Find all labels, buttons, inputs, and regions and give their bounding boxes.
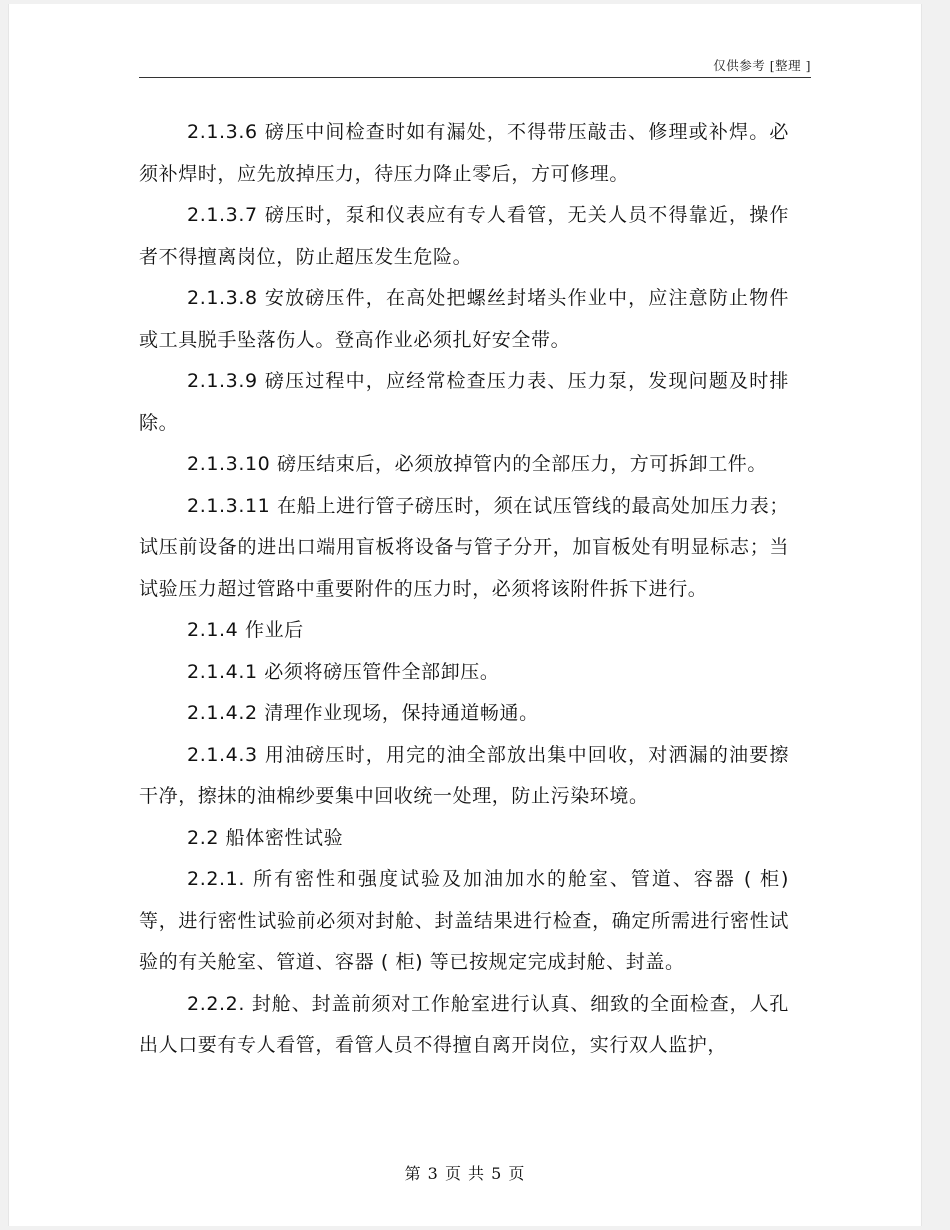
section-heading-2-1-4: 2.1.4 作业后 xyxy=(187,619,304,641)
header-divider xyxy=(139,77,811,78)
paragraph-2-1-3-8: 2.1.3.8 安放磅压件，在高处把螺丝封堵头作业中，应注意防止物件或工具脱手坠落伤人。登高作业必须扎好安全带。 xyxy=(139,287,789,351)
paragraph-2-1-3-7: 2.1.3.7 磅压时，泵和仪表应有专人看管，无关人员不得靠近，操作者不得擅离岗位，防止超压发生危险。 xyxy=(139,204,789,268)
paragraph-2-1-3-9: 2.1.3.9 磅压过程中，应经常检查压力表、压力泵，发现问题及时排除。 xyxy=(139,370,789,434)
paragraph-2-1-3-6: 2.1.3.6 磅压中间检查时如有漏处，不得带压敲击、修理或补焊。必须补焊时，应先放掉压力，待压力降止零后，方可修理。 xyxy=(139,121,789,185)
paragraph-2-1-4-3: 2.1.4.3 用油磅压时，用完的油全部放出集中回收，对洒漏的油要擦干净，擦抹的油棉纱要集中回收统一处理，防止污染环境。 xyxy=(139,743,789,807)
paragraph-2-1-4-2: 2.1.4.2 清理作业现场，保持通道畅通。 xyxy=(187,702,539,724)
document-body xyxy=(139,112,789,1067)
paragraph-2-2-2: 2.2.2. 封舱、封盖前须对工作舱室进行认真、细致的全面检查，人孔出人口要有专人看管，看管人员不得擅自离开岗位，实行双人监护， xyxy=(139,992,789,1056)
section-heading-2-2: 2.2 船体密性试验 xyxy=(187,826,344,849)
paragraph-2-1-3-10: 2.1.3.10 磅压结束后，必须放掉管内的全部压力，方可拆卸工件。 xyxy=(187,453,768,475)
paragraph-2-2-1: 2.2.1. 所有密性和强度试验及加油加水的舱室、管道、容器 ( 柜) 等，进行密性试验前必须对封舱、封盖结果进行检查，确定所需进行密性试验的有关舱室、管道、容器 ( 柜) 等已按规定完成封舱、封盖。 xyxy=(139,868,789,973)
page-number: 第 3 页 共 5 页 xyxy=(404,1164,526,1183)
header-note: 仅供参考 [整理 ] xyxy=(713,58,811,73)
paragraph-2-1-3-11: 2.1.3.11 在船上进行管子磅压时，须在试压管线的最高处加压力表；试压前设备的进出口端用盲板将设备与管子分开，加盲板处有明显标志；当试验压力超过管路中重要附件的压力时，必须将该附件拆下进行。 xyxy=(139,494,789,600)
paragraph-2-1-4-1: 2.1.4.1 必须将磅压管件全部卸压。 xyxy=(187,660,500,683)
document-page xyxy=(8,4,922,1226)
